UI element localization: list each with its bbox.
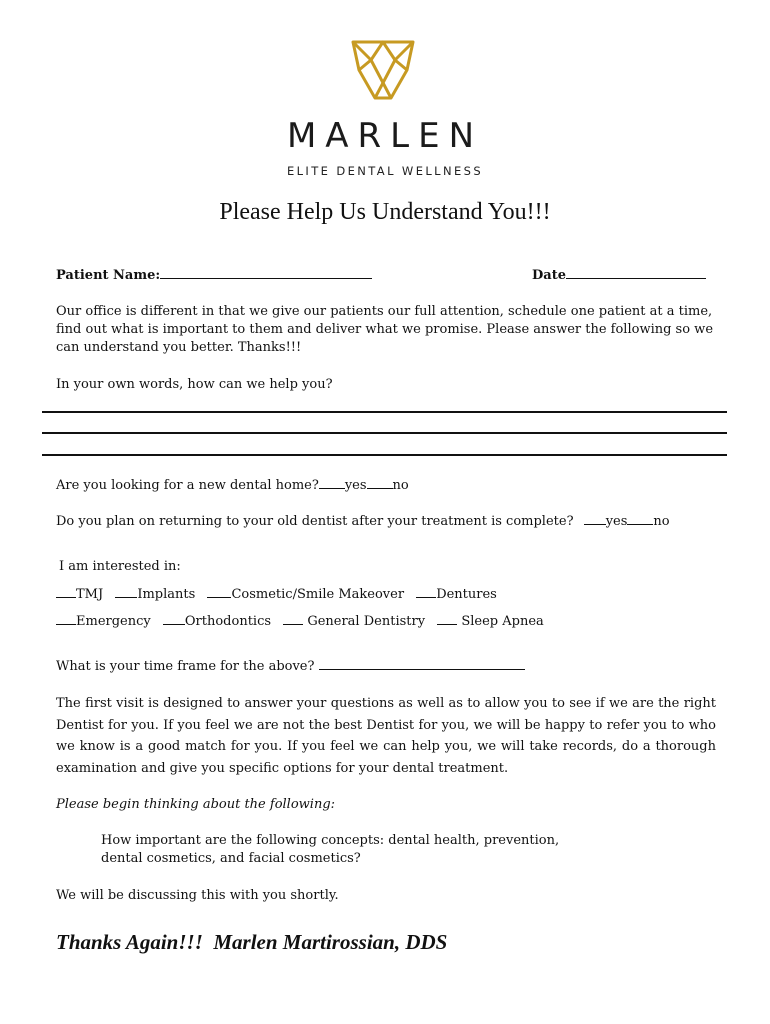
help-question: In your own words, how can we help you? [56,377,333,392]
emergency-blank[interactable] [56,612,76,625]
brand-name: MARLEN [286,116,484,156]
answer-line[interactable] [42,411,727,413]
answer-line[interactable] [42,432,727,434]
interest-general-dentistry: General Dentistry [307,614,426,629]
returning-yes-label: yes [605,514,628,529]
patient-name-label: Patient Name: [56,268,161,283]
timeframe-field[interactable] [319,657,525,670]
interest-sleep-apnea: Sleep Apnea [461,614,544,629]
patient-name-row [56,266,372,285]
discussing-text: We will be discussing this with you shortly. [56,888,339,903]
interest-tmj: TMJ [76,587,104,602]
concepts-paragraph: How important are the following concepts: dental health, prevention, dental cosmetics, and facial cosmetics? [101,833,560,866]
tmj-blank[interactable] [56,585,76,598]
returning-question: Do you plan on returning to your old dentist after your treatment is complete? [56,514,574,529]
brand-tagline: ELITE DENTAL WELLNESS [286,164,484,178]
interests-row-1 [56,585,497,604]
new-home-no-label: no [392,478,409,493]
intro-paragraph: Our office is different in that we give our patients our full attention, schedule one patient at a time, find out what is important to them and deliver what we promise. Please answer the following so we can understand you better. Thanks!!! [56,304,714,355]
page-title: Please Help Us Understand You!!! [219,199,551,225]
new-home-no-blank[interactable] [367,476,393,489]
new-home-yes-blank[interactable] [319,476,345,489]
first-visit-paragraph: The first visit is designed to answer your questions as well as to allow you to see if we are the right Dentist for you. If you feel we are not the best Dentist for you, we will be happy to refer you to who we know is a good match for you. If you feel we can help you, we will take records, do a thorough examination and give you specific options for your dental treatment. [56,696,716,776]
timeframe-label: What is your time frame for the above? [56,659,315,674]
begin-thinking: Please begin thinking about the following: [56,797,336,812]
timeframe-row [56,657,525,676]
patient-name-field[interactable] [160,266,372,279]
cosmetic-blank[interactable] [207,585,231,598]
returning-row [56,512,670,531]
returning-no-label: no [653,514,670,529]
dentures-blank[interactable] [416,585,436,598]
date-label: Date [532,268,566,283]
returning-no-blank[interactable] [627,512,653,525]
sleep-apnea-blank[interactable] [437,612,457,625]
general-dentistry-blank[interactable] [283,612,303,625]
orthodontics-blank[interactable] [163,612,185,625]
tooth-logo-icon [347,36,419,102]
new-home-question: Are you looking for a new dental home? [56,478,319,493]
date-field[interactable] [566,266,706,279]
new-home-row [56,476,409,495]
implants-blank[interactable] [115,585,137,598]
date-row [532,266,706,285]
returning-yes-blank[interactable] [584,512,606,525]
interest-orthodontics: Orthodontics [184,614,272,629]
interest-cosmetic: Cosmetic/Smile Makeover [231,587,405,602]
interest-dentures: Dentures [436,587,497,602]
interests-row-2 [56,612,544,631]
answer-line[interactable] [42,454,727,456]
new-home-yes-label: yes [344,478,367,493]
thanks-signature: Thanks Again!!! Marlen Martirossian, DDS [56,930,448,954]
interested-label: I am interested in: [59,559,181,574]
interest-emergency: Emergency [76,614,151,629]
interest-implants: Implants [137,587,196,602]
